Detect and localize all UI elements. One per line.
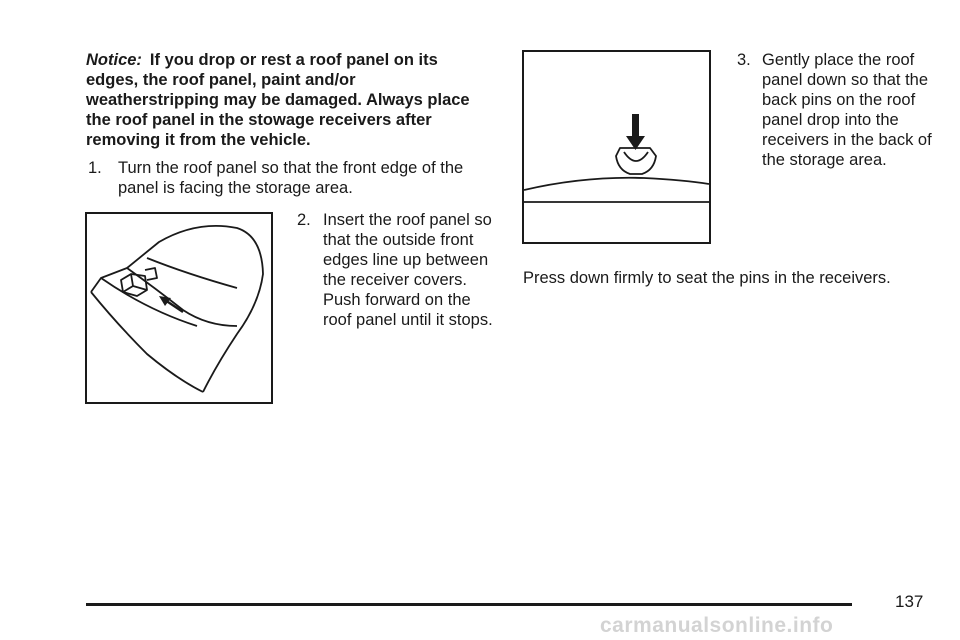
step-2-number: 2. <box>297 211 311 229</box>
step-3-text: Gently place the roof panel down so that the back pins on the roof panel drop into the receivers in the back of the storage area. <box>762 51 932 169</box>
page-number: 137 <box>895 592 924 611</box>
roof-panel-insert-illustration <box>85 212 273 404</box>
notice-paragraph <box>86 50 491 150</box>
receiver-drawing <box>524 52 709 242</box>
step-2 <box>297 210 497 329</box>
notice-text: If you drop or rest a roof panel on its edges, the roof panel, paint and/or weatherstripping may be damaged. Always place the roof panel in the stowage receivers after removing it from the vehicle. <box>86 51 470 149</box>
step-2-text: Insert the roof panel so that the outside front edges line up between the receiver covers. Push forward on the roof panel until it stops. <box>323 211 493 329</box>
roof-panel-insert-drawing <box>87 214 271 402</box>
step-3 <box>737 50 937 169</box>
step-1-text: Turn the roof panel so that the front edge of the panel is facing the storage area. <box>118 159 464 197</box>
footer-rule <box>86 603 852 606</box>
notice-label: Notice: <box>86 51 142 69</box>
roof-panel-receiver-illustration <box>522 50 711 244</box>
step-1 <box>88 158 493 197</box>
watermark: carmanualsonline.info <box>600 614 834 637</box>
step-3-number: 3. <box>737 51 751 69</box>
push-direction-arrow-icon <box>159 296 183 312</box>
press-down-paragraph: Press down firmly to seat the pins in the receivers. <box>523 269 891 287</box>
down-arrow-icon <box>626 114 645 150</box>
step-1-number: 1. <box>88 159 102 177</box>
